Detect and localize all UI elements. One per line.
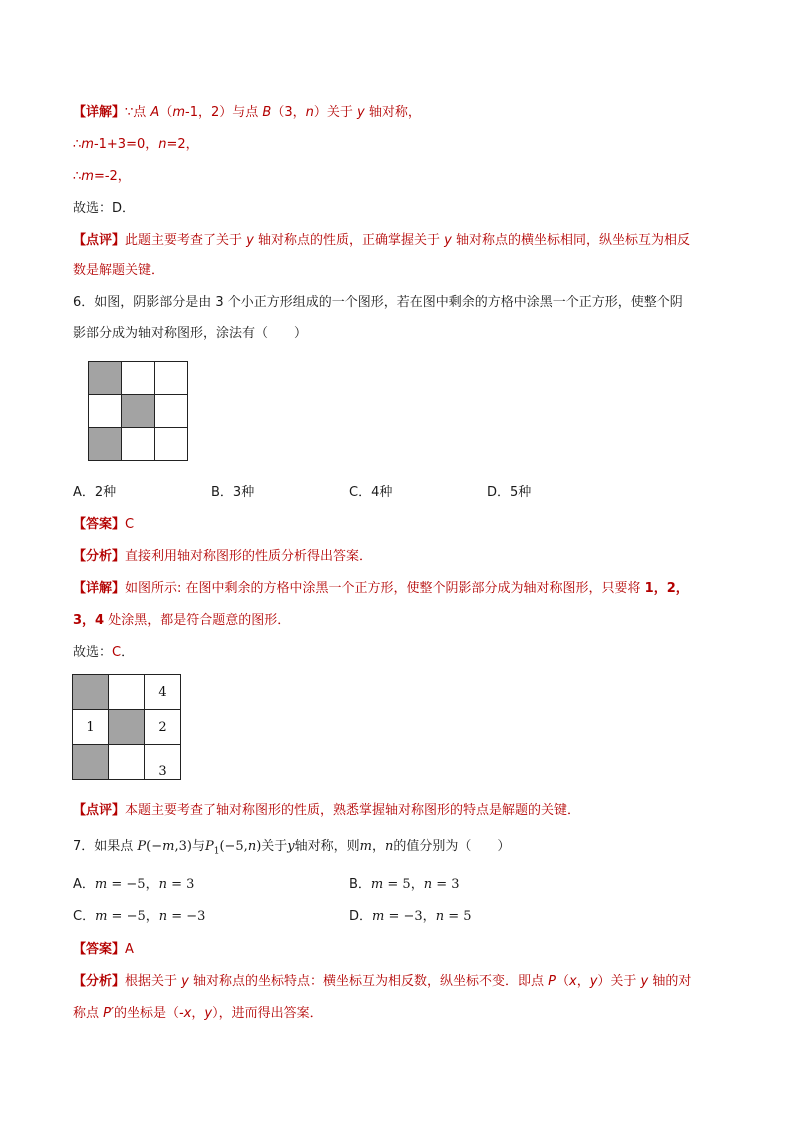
grid-cell	[155, 395, 188, 428]
q6-choice: 故选：C．	[73, 645, 135, 660]
review-tag: 【点评】	[73, 233, 126, 248]
grid-cell	[122, 395, 155, 428]
q6-option-d: D．5种	[487, 485, 532, 500]
q6-stem-line2: 影部分成为轴对称图形，涂法有（ ）	[73, 326, 308, 341]
grid-cell	[109, 710, 145, 745]
grid-cell	[89, 428, 122, 461]
q5-choice: 故选：D．	[73, 201, 136, 216]
q7-stem: 7．如果点 P(−m,3)与$P_1(-5,n)$关于y轴对称，则m，n的值分别为（ ）	[73, 839, 511, 857]
grid-cell	[122, 428, 155, 461]
grid-cell	[73, 675, 109, 710]
analysis-tag: 【分析】	[73, 549, 126, 564]
q6-detail-line1: 【详解】如图所示: 在图中剩余的方格中涂黑一个正方形，使整个阴影部分成为轴对称图形，只要将 1，2，	[73, 581, 689, 596]
q7-analysis-line2: 称点 P′的坐标是（-x，y），进而得出答案．	[73, 1006, 323, 1021]
q7-analysis-line1: 【分析】根据关于 y 轴对称点的坐标特点：横坐标互为相反数，纵坐标不变．即点 P（x，y）关于 y 轴的对	[73, 974, 692, 989]
detail-tag: 【详解】	[73, 581, 126, 596]
grid-cell	[89, 395, 122, 428]
q6-answer: 【答案】C	[73, 517, 135, 532]
q7-answer: 【答案】A	[73, 942, 134, 957]
q7-option-b: B．m = 5，n = 3	[349, 877, 460, 892]
grid-cell-label-1: 1	[73, 710, 109, 745]
q5-review-line1: 【点评】此题主要考查了关于 y 轴对称点的性质，正确掌握关于 y 轴对称点的横坐标相同，纵坐标互为相反	[73, 233, 690, 248]
q5-detail-line: 【详解】∵点 A（m-1，2）与点 B（3，n）关于 y 轴对称，	[73, 105, 421, 120]
answer-tag: 【答案】	[73, 942, 126, 957]
analysis-tag: 【分析】	[73, 974, 126, 989]
grid-cell	[89, 362, 122, 395]
q6-detail-line2: 3，4 处涂黑，都是符合题意的图形．	[73, 613, 291, 628]
grid-cell	[122, 362, 155, 395]
q7-option-a: A．m = −5，n = 3	[73, 877, 195, 892]
grid-cell	[155, 428, 188, 461]
q6-analysis: 【分析】直接利用轴对称图形的性质分析得出答案．	[73, 549, 373, 564]
q6-option-a: A．2种	[73, 485, 117, 500]
q6-figure-grid	[88, 361, 188, 461]
grid-cell	[73, 745, 109, 780]
q6-review: 【点评】本题主要考查了轴对称图形的性质，熟悉掌握轴对称图形的特点是解题的关键．	[73, 803, 581, 818]
q5-step1: ∴m-1+3=0，n=2，	[73, 137, 199, 152]
q6-answer-grid	[72, 674, 181, 780]
grid-cell	[155, 362, 188, 395]
grid-cell	[109, 675, 145, 710]
review-tag: 【点评】	[73, 803, 126, 818]
grid-cell-label-2: 2	[145, 710, 181, 745]
grid-cell-label-3: 3	[145, 745, 181, 780]
q6-stem-line1: 6．如图，阴影部分是由 3 个小正方形组成的一个图形，若在图中剩余的方格中涂黑一个正方形，使整个阴	[73, 295, 683, 310]
q6-option-c: C．4种	[349, 485, 393, 500]
q7-option-d: D．m = −3，n = 5	[349, 909, 472, 924]
q5-step2: ∴m=-2，	[73, 169, 131, 184]
grid-cell	[109, 745, 145, 780]
q7-option-c: C．m = −5，n = −3	[73, 909, 206, 924]
q6-option-b: B．3种	[211, 485, 255, 500]
q5-review-line2: 数是解题关键．	[73, 263, 165, 278]
answer-tag: 【答案】	[73, 517, 126, 532]
grid-cell-label-4: 4	[145, 675, 181, 710]
detail-tag: 【详解】	[73, 105, 126, 120]
